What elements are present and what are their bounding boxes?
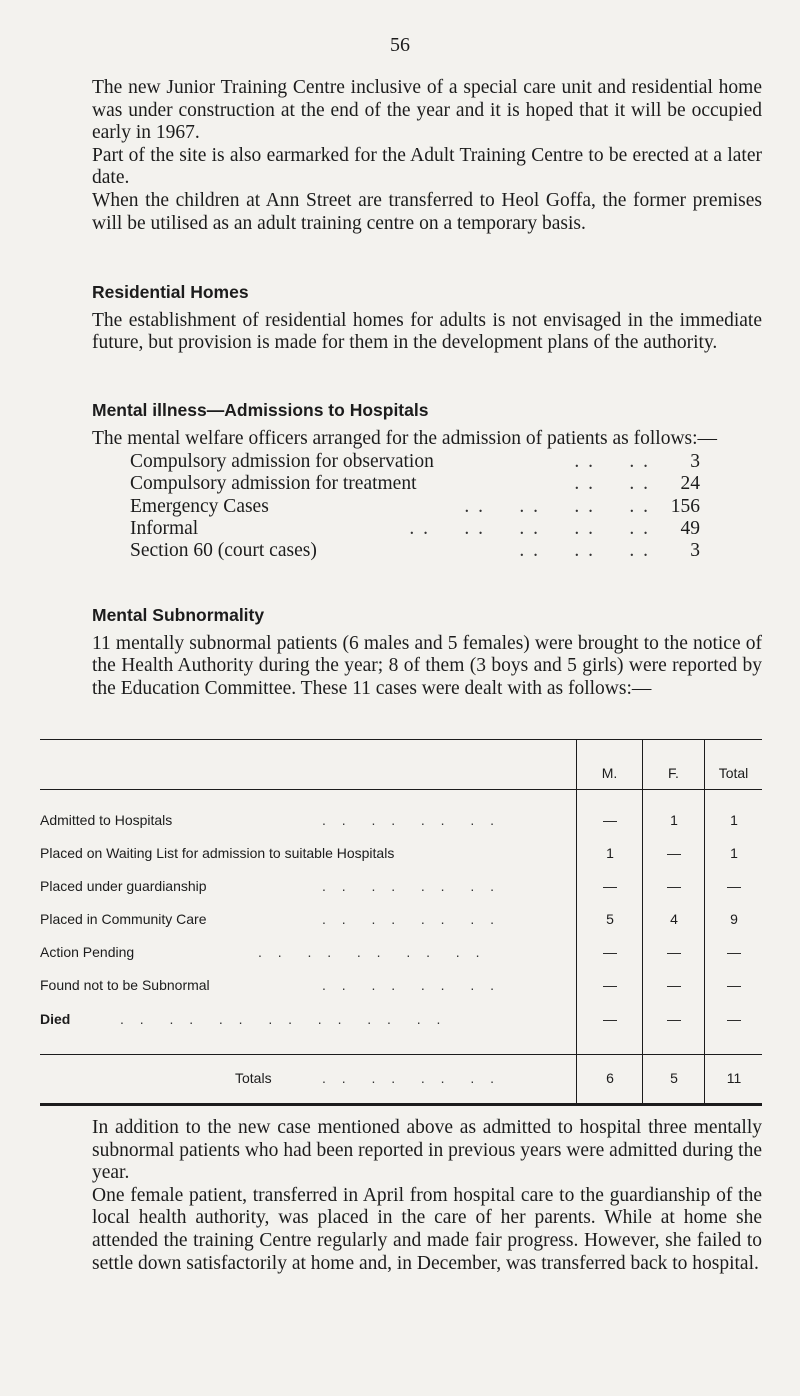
header-m: M. xyxy=(601,765,618,781)
list-item xyxy=(130,473,700,495)
table-totals-rule xyxy=(40,1054,762,1055)
table-row xyxy=(40,1011,762,1031)
row-label: Placed under guardianship xyxy=(40,878,207,894)
cell-total: 1 xyxy=(730,845,738,861)
residential-heading: Residential Homes xyxy=(92,282,249,302)
subnormality-heading: Mental Subnormality xyxy=(92,605,265,625)
intro-paragraph-2: Part of the site is also earmarked for the Adult Training Centre to be erected at a later date. xyxy=(92,144,762,189)
subnormality-table xyxy=(40,739,762,1107)
intro-paragraph-3: When the children at Ann Street are transferred to Heol Goffa, the former premises will be utilised as an adult training centre on a temporary basis. xyxy=(92,189,762,234)
cell-total: — xyxy=(727,878,741,894)
cell-m: — xyxy=(603,977,617,993)
totals-row xyxy=(40,1070,762,1090)
header-total: Total xyxy=(718,765,749,781)
closing-paragraph-1: In addition to the new case mentioned above as admitted to hospital three mentally subnormal patients who had been reported in previous years were admitted during the year. xyxy=(92,1117,762,1184)
table-bottom-rule xyxy=(40,1103,762,1106)
cell-total: 1 xyxy=(730,812,738,828)
totals-label: Totals xyxy=(235,1070,272,1086)
leader-dots: . . . . . . . . xyxy=(322,1070,501,1086)
leader-dots: . . . . . . . . xyxy=(322,911,501,927)
header-f: F. xyxy=(668,765,679,781)
table-row xyxy=(40,911,762,931)
leader-dots: . . . . . . . . . . xyxy=(258,944,486,960)
total-total: 11 xyxy=(726,1070,742,1086)
table-row xyxy=(40,812,762,832)
leader-dots: . . . . . . . . . . xyxy=(409,518,650,540)
leader-dots: . . . . . . . . xyxy=(322,878,501,894)
cell-total: — xyxy=(727,944,741,960)
list-item xyxy=(130,451,700,473)
cell-f: — xyxy=(667,845,681,861)
leader-dots: . . . . . . xyxy=(519,540,650,562)
cell-total: — xyxy=(727,977,741,993)
mental-illness-section xyxy=(92,399,762,563)
table-top-rule xyxy=(40,739,762,740)
row-label: Admitted to Hospitals xyxy=(40,812,173,828)
cell-m: 5 xyxy=(606,911,614,927)
total-m: 6 xyxy=(606,1070,614,1086)
leader-dots: . . . . . . . . xyxy=(464,495,650,517)
cell-m: 1 xyxy=(606,845,614,861)
row-label: Placed on Waiting List for admission to suitable Hospitals xyxy=(40,845,395,861)
cell-m: — xyxy=(603,944,617,960)
cell-f: 4 xyxy=(670,911,678,927)
cell-m: — xyxy=(603,1011,617,1027)
row-label: Died xyxy=(40,1011,71,1027)
admission-value: 3 xyxy=(690,540,700,562)
cell-m: — xyxy=(603,812,617,828)
table-row xyxy=(40,878,762,898)
leader-dots: . . . . . . . . . . . . . . xyxy=(120,1011,447,1027)
table-row xyxy=(40,845,762,865)
page-number: 56 xyxy=(390,34,410,56)
cell-f: 1 xyxy=(670,812,678,828)
closing-paragraph-2: One female patient, transferred in April from hospital care to the guardianship of the local health authority, was placed in the care of her parents. While at home she attended the training Centre regularly and made fair progress. However, she failed to settle down satisfactorily at home and, in December, was transferred back to hospital. xyxy=(92,1184,762,1274)
cell-f: — xyxy=(667,977,681,993)
closing-section xyxy=(92,1117,762,1275)
residential-section xyxy=(92,281,762,355)
admission-label: Informal xyxy=(130,518,199,540)
admission-label: Compulsory admission for observation xyxy=(130,451,434,473)
admission-value: 24 xyxy=(680,473,700,495)
list-item xyxy=(130,518,700,540)
subnormality-paragraph: 11 mentally subnormal patients (6 males and 5 females) were brought to the notice of the Health Authority during the year; 8 of them (3 boys and 5 girls) were reported by the Education Committee. These 11 cases were dealt with as follows:— xyxy=(92,632,762,699)
mental-illness-heading: Mental illness—Admissions to Hospitals xyxy=(92,400,429,420)
admission-label: Emergency Cases xyxy=(130,495,269,517)
table-row xyxy=(40,977,762,997)
list-item xyxy=(130,540,700,562)
residential-paragraph: The establishment of residential homes for adults is not envisaged in the immediate future, but provision is made for them in the development plans of the authority. xyxy=(92,309,762,354)
row-label: Found not to be Subnormal xyxy=(40,977,210,993)
row-label: Placed in Community Care xyxy=(40,911,207,927)
table-row xyxy=(40,944,762,964)
leader-dots: . . . . . . . . xyxy=(322,977,501,993)
cell-f: — xyxy=(667,878,681,894)
table-header-rule xyxy=(40,789,762,790)
intro-section xyxy=(92,77,762,235)
cell-f: — xyxy=(667,944,681,960)
admissions-list xyxy=(130,451,700,562)
admission-label: Compulsory admission for treatment xyxy=(130,473,417,495)
subnormality-section xyxy=(92,604,762,700)
admission-label: Section 60 (court cases) xyxy=(130,540,317,562)
admission-value: 3 xyxy=(690,451,700,473)
row-label: Action Pending xyxy=(40,944,135,960)
cell-total: 9 xyxy=(730,911,738,927)
leader-dots: . . . . . . . . xyxy=(322,812,501,828)
admission-value: 156 xyxy=(670,495,700,517)
leader-dots: . . . . xyxy=(574,473,650,495)
cell-f: — xyxy=(667,1011,681,1027)
cell-total: — xyxy=(727,1011,741,1027)
intro-paragraph-1: The new Junior Training Centre inclusive of a special care unit and residential home was under construction at the end of the year and it is hoped that it will be occupied early in 1967. xyxy=(92,77,762,144)
leader-dots: . . . . xyxy=(574,451,650,473)
admission-value: 49 xyxy=(680,518,700,540)
total-f: 5 xyxy=(670,1070,678,1086)
mental-illness-paragraph: The mental welfare officers arranged for the admission of patients as follows:— xyxy=(92,427,718,449)
list-item xyxy=(130,496,700,518)
cell-m: — xyxy=(603,878,617,894)
